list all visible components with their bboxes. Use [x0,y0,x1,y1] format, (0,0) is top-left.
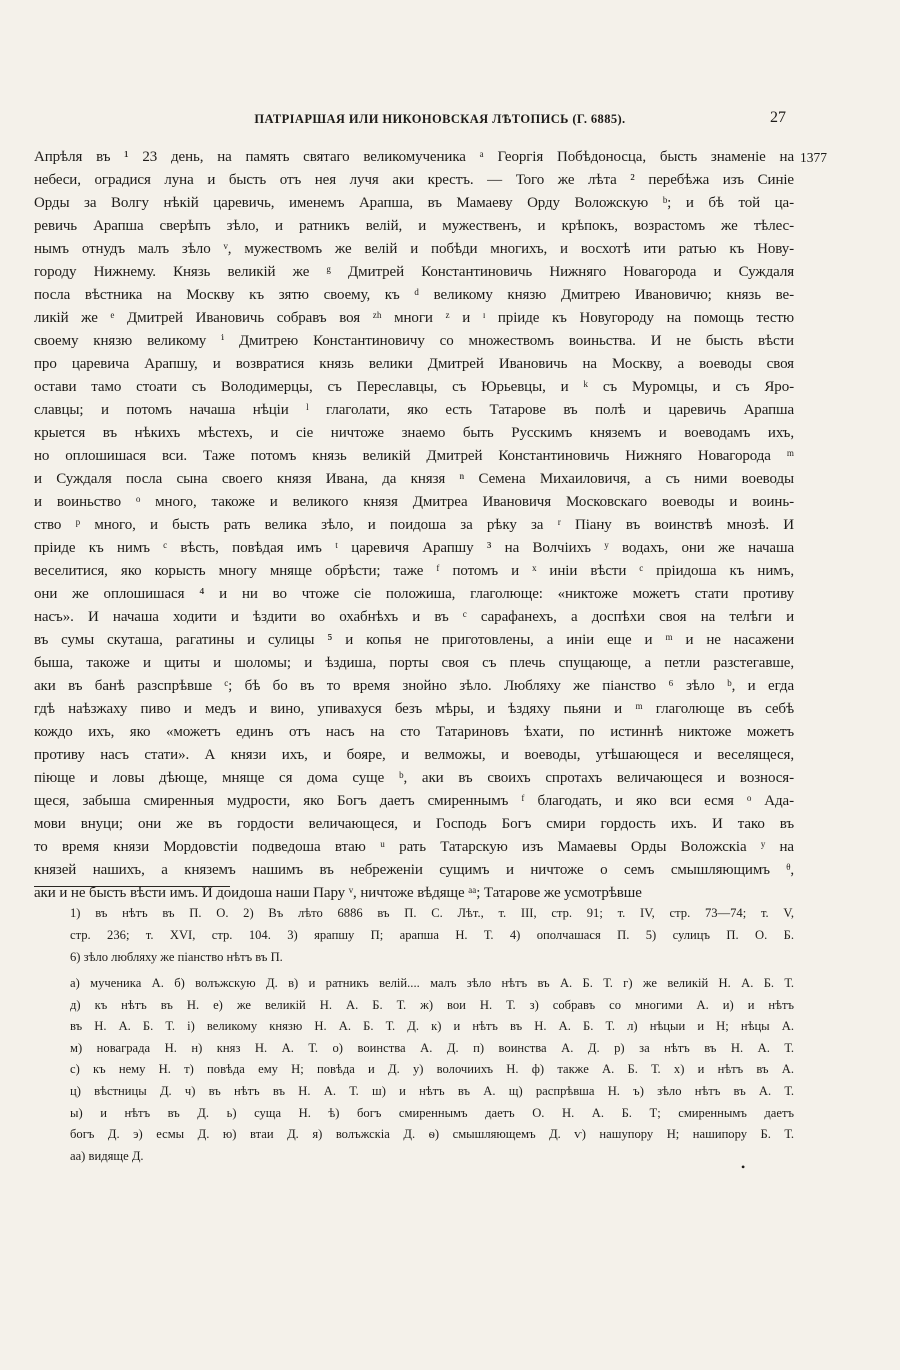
text-line: крыется въ нѣкихъ мѣстехъ, и сіе ничтоже знаемо быть Русскимъ княземъ и воеводамъ ихъ, [34,425,794,441]
footnote-line: стр. 236; т. XVI, стр. 104. 3) ярапшу П; арапша Н. Т. 4) ополчашася П. 5) сулицъ П. О. Б. [70,928,794,942]
text-line: они же оплошишася ⁴ и ни во чтоже сіе положиша, глаголюще: «никтоже можетъ стати противу [34,586,794,602]
margin-year: 1377 [800,150,827,165]
alpha-footnotes [70,973,794,1167]
text-line: остави тамо стоати съ Володимерцы, съ Переславцы, съ Юрьевцы, и ᵏ съ Муромцы, и съ Яро- [34,379,794,395]
text-line: противу насъ стати». А князи ихъ, и бояре, и велможы, и воеводы, утѣшающеся и веселящеся, [34,747,794,763]
text-line: ревичь Арапша сверѣпъ зѣло, и ратникъ велій, и мужественъ, и крѣпокъ, возрастомъ же тѣлес- [34,218,794,234]
text-line: кождо ихъ, яко «можетъ единъ отъ насъ на сто Татариновъ ѣхати, по истиннѣ никтоже можетъ [34,724,794,740]
variant-note-line: с) къ нему Н. т) повѣда ему Н; повѣда и Д. у) волочиихъ Н. ф) также А. Б. Т. х) и нѣтъ въ А. [70,1062,794,1077]
variant-note-line: м) новаграда Н. н) княз Н. А. Т. о) воинства А. Д. п) воинства А. Д. р) за нѣтъ въ Н. А. Т. [70,1040,794,1055]
text-line: про царевича Арапшу, и возвратися князь велики Дмитрей Ивановичь на Москву, а воеводы своя [34,356,794,372]
text-line: гдѣ наѣзжаху пиво и медъ и вино, упивахуся безъ мѣры, и ѣздяху пьяни и ᵐ глаголюще въ себѣ [34,701,794,717]
text-line: піюще и ловы дѣюще, мняще ся дома суще ᵇ, аки въ своихъ спротахъ величающеся и вознося- [34,770,794,786]
text-line: небеси, оградися луна и бысть отъ нея лучя аки крестъ. — Того же лѣта ² перебѣжа изъ Синіе [34,172,794,188]
text-line: въ сумы скуташа, рагатины и сулицы ⁵ и копья не приготовлены, а иніи еще и ᵐ и не насажени [34,632,794,648]
variant-note-line: ы) и нѣтъ въ Д. ь) суща Н. ѣ) богъ смиреннымъ даетъ О. Н. А. Б. Т; смиреннымъ даетъ [70,1105,794,1120]
text-line: Орды за Волгу нѣкій царевичь, именемъ Арапша, въ Мамаеву Орду Воложскую ᵇ; и бѣ той ца- [34,195,794,211]
text-line: мови внуци; они же въ гордости величающеся, и Господь Богъ смири гордость ихъ. И тако въ [34,816,794,832]
variant-note-line: д) къ нѣтъ въ Н. е) же великій Н. А. Б. Т. ж) вои Н. Т. з) собравъ со многими А. и) и нѣтъ [70,997,794,1012]
text-line: нымъ отнудъ малъ зѣло ᵛ, мужествомъ же велій и побѣди многихъ, и восхотѣ ити ратью къ Нову- [34,241,794,257]
main-text [34,146,794,905]
text-line: ство ᵖ много, и бысть рать велика зѣло, и поидоша за рѣку за ʳ Піану въ воинствѣ мнозѣ. И [34,517,794,533]
text-line: и воиньство ᵒ много, такоже и великого князя Дмитреа Ивановичя Московскаго воеводы и воинь- [34,494,794,510]
variant-note-line: въ Н. А. Б. Т. і) великому князю Н. А. Б. Т. Д. к) и нѣтъ въ Н. А. Б. Т. л) нѣцыи и Н; нѣцы А. [70,1019,794,1034]
footnote-line: 1) въ нѣтъ въ П. О. 2) Въ лѣто 6886 въ П. С. Лѣт., т. III, стр. 91; т. IV, стр. 73—74; т. V, [70,906,794,920]
text-line: аки въ банѣ разспрѣвше ᶜ; бѣ бо въ то время знойно зѣло. Любляху же піанство ⁶ зѣло ᵇ, и егда [34,678,794,694]
variant-note-line: богъ Д. э) есмы Д. ю) втаи Д. я) волъжскіа Д. ѳ) смышляющемъ Д. ѵ) нашупору Н; нашипору Б. Т. [70,1127,794,1142]
text-line: и Суждаля посла сына своего князя Ивана, да князя ⁿ Семена Михаиловичя, а съ ними воеводы [34,471,794,487]
text-line: славцы; и потомъ начаша нѣціи ˡ глаголати, яко есть Татарове въ полѣ и царевичь Арапша [34,402,794,418]
page-number: 27 [770,109,786,126]
text-line: аки и не бысть вѣсти имъ. И доидоша наши Пару ᵛ, ничтоже вѣдяще ᵃᵃ; Татарове же усмотрѣвше [34,885,642,901]
running-header [0,109,900,132]
text-line: то время князи Мордовстіи подведоша втаю ᵘ рать Татарскую изъ Мамаевы Орды Воложскіа ʸ на [34,839,794,855]
footnote-line: 6) зѣло любляху же піанство нѣтъ въ П. [70,950,283,964]
variant-note-line: ц) вѣстницы Д. ч) въ нѣтъ въ Н. А. Т. ш) и нѣтъ въ А. щ) распрѣвша Н. ъ) зѣло нѣтъ въ А. Т. [70,1083,794,1098]
text-line: быша, такоже и щиты и шоломы; и ѣздиша, порты своя съ плечь спущающе, а петли разстегавше, [34,655,794,671]
text-line: веселитися, яко корысть многу мняще обрѣсти; таже ᶠ потомъ и ˣ иніи вѣсти ᶜ пріидоша къ нимъ, [34,563,794,579]
text-line: посла вѣстника на Москву къ зятю своему, къ ᵈ великому князю Дмитрею Ивановичю; князь ве- [34,287,794,303]
text-line: пріиде къ нимъ ᶜ вѣсть, повѣдая имъ ᵗ царевичя Арапшу ³ на Волчіихъ ʸ водахъ, они же начаша [34,540,794,556]
text-line: князей нашихъ, а княземъ нашимъ въ небреженіи сущимъ и ничтоже о семъ смышляющимъ ᶿ, [34,862,794,878]
text-line: Апрѣля въ ¹ 23 день, на память святаго великомученика ᵃ Георгія Побѣдоносца, бысть знаменіе на [34,149,794,165]
footnote-rule [34,886,230,887]
numeric-footnotes [70,902,794,968]
text-line: насъ». И начаша ходити и ѣздити во охабнѣхъ и въ ᶜ сарафанехъ, а доспѣхи своя на телѣги и [34,609,794,625]
text-line: ликій же ᵉ Дмитрей Ивановичь собравъ воя ᶻʰ многи ᶻ и ᶦ пріиде къ Новугороду на помощь тестю [34,310,794,326]
text-line: щеся, забыша смиренныя мудрости, яко Богъ даетъ смиреннымъ ᶠ благодать, и яко вси есмя ᵒ Ада- [34,793,794,809]
variant-note-line: а) мученика А. б) волъжскую Д. в) и ратникъ велій.... малъ зѣло нѣтъ въ А. Б. Т. г) же великій Н. А. Б. Т. [70,976,794,990]
bottom-mark: • [741,1160,746,1174]
variant-note-line: аа) видяще Д. [70,1148,144,1163]
text-line: но оплошишася вси. Таже потомъ князь великій Дмитрей Константиновичь Нижняго Новагорода ᵐ [34,448,794,464]
header-title: ПАТРІАРШАЯ ИЛИ НИКОНОВСКАЯ ЛѢТОПИСЬ (Г. 6885). [254,112,626,126]
text-line: своему князю великому ⁱ Дмитрею Константиновичу со множествомъ воиньства. И не бысть вѣсти [34,333,794,349]
text-line: городу Нижнему. Князь великій же ᵍ Дмитрей Константиновичь Нижняго Новагорода и Суждаля [34,264,794,280]
